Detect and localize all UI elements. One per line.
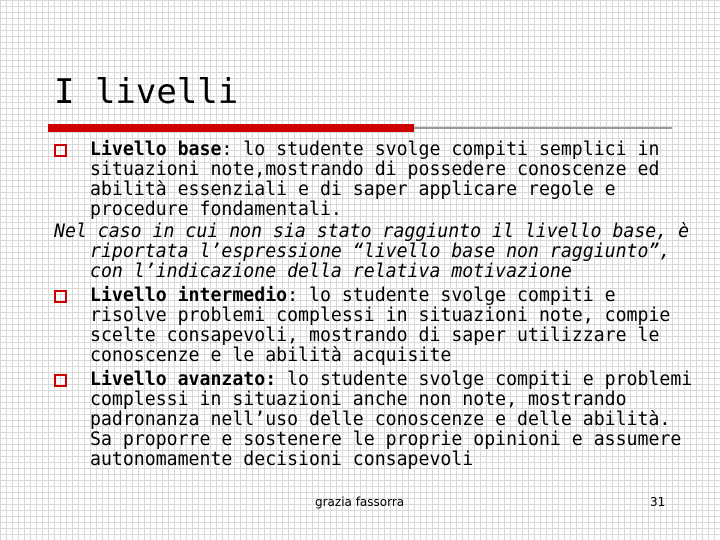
list-item-livello-intermedio (54, 286, 694, 366)
hollow-square-icon (54, 144, 67, 157)
hollow-square-icon (54, 374, 67, 387)
item-label: Livello intermedio (90, 285, 288, 306)
title-underline-accent (48, 124, 414, 132)
slide-body (54, 140, 694, 470)
item-text: : lo studente svolge compiti e risolve problemi complessi in situazioni note, compie scelte consapevoli, mostrando di saper utilizzare le conoscenze e le abilità acquisite (90, 285, 671, 366)
footer-page-number: 31 (650, 495, 666, 509)
footer-author: grazia fassorra (315, 495, 405, 509)
title-underline-line (414, 127, 672, 129)
item-label: Livello base (90, 139, 222, 160)
list-item-livello-base (54, 140, 694, 220)
note-paragraph: Nel caso in cui non sia stato raggiunto il livello base, è riportata l’espressione “livello base non raggiunto”, con l’indicazione della relativa motivazione (54, 221, 690, 282)
item-text: : lo studente svolge compiti semplici in situazioni note,mostrando di possedere conoscenze ed abilità essenziali e di saper applicare regole e procedure fondamentali. (90, 139, 660, 220)
item-text: lo studente svolge compiti e problemi complessi in situazioni anche non note, mostrando padronanza nell’uso delle conoscenze e delle abilità. Sa proporre e sostenere le proprie opinioni e assumere autonomamente decisioni consapevoli (90, 369, 693, 470)
hollow-square-icon (54, 290, 67, 303)
item-label: Livello avanzato: (90, 369, 277, 390)
list-item-livello-avanzato (54, 370, 694, 470)
slide-title: I livelli (54, 72, 239, 112)
